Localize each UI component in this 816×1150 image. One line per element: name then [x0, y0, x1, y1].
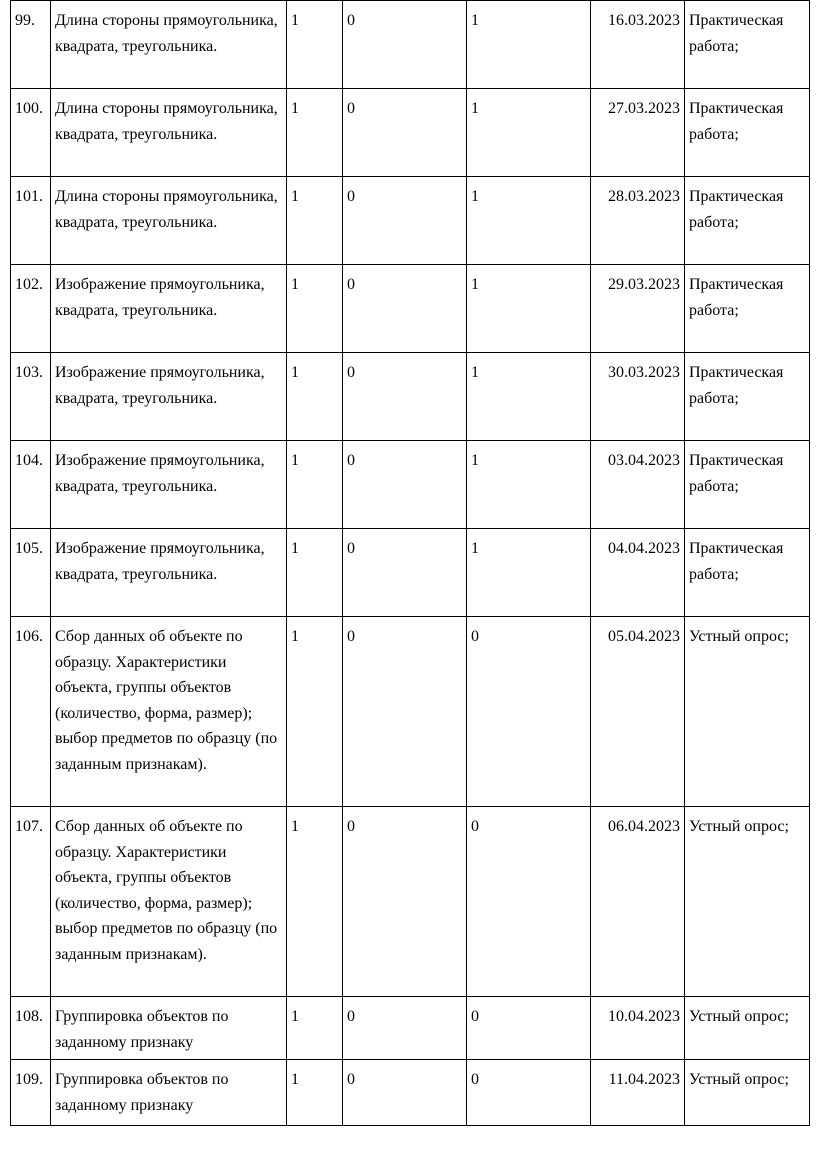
- theory-hours: 0: [343, 807, 467, 997]
- theory-hours: 0: [343, 1, 467, 89]
- theory-hours: 0: [343, 617, 467, 807]
- lesson-date: 11.04.2023: [591, 1060, 685, 1126]
- total-hours: 1: [287, 353, 343, 441]
- table-row: [11, 617, 810, 807]
- total-hours: 1: [287, 617, 343, 807]
- table-row: [11, 1060, 810, 1126]
- control-form: Практическая работа;: [685, 441, 810, 529]
- table-row: [11, 997, 810, 1060]
- lesson-number: 102.: [11, 265, 51, 353]
- lesson-topic: Группировка объектов по заданному признаку: [51, 1060, 287, 1126]
- lesson-date: 06.04.2023: [591, 807, 685, 997]
- total-hours: 1: [287, 441, 343, 529]
- total-hours: 1: [287, 529, 343, 617]
- control-form: Практическая работа;: [685, 265, 810, 353]
- theory-hours: 0: [343, 1060, 467, 1126]
- control-form: Устный опрос;: [685, 997, 810, 1060]
- control-form: Практическая работа;: [685, 177, 810, 265]
- lesson-number: 105.: [11, 529, 51, 617]
- table-row: [11, 265, 810, 353]
- total-hours: 1: [287, 1060, 343, 1126]
- practice-hours: 1: [467, 89, 591, 177]
- lesson-date: 29.03.2023: [591, 265, 685, 353]
- lesson-number: 107.: [11, 807, 51, 997]
- lesson-date: 16.03.2023: [591, 1, 685, 89]
- lesson-topic: Сбор данных об объекте по образцу. Характеристики объекта, группы объектов (количество, форма, размер); выбор предметов по образцу (по заданным признакам).: [51, 617, 287, 807]
- table-row: [11, 441, 810, 529]
- lesson-date: 05.04.2023: [591, 617, 685, 807]
- lesson-topic: Изображение прямоугольника, квадрата, треугольника.: [51, 265, 287, 353]
- total-hours: 1: [287, 177, 343, 265]
- table-row: [11, 1, 810, 89]
- lesson-topic: Изображение прямоугольника, квадрата, треугольника.: [51, 353, 287, 441]
- lesson-number: 108.: [11, 997, 51, 1060]
- practice-hours: 1: [467, 441, 591, 529]
- lesson-number: 101.: [11, 177, 51, 265]
- table-row: [11, 807, 810, 997]
- control-form: Практическая работа;: [685, 89, 810, 177]
- lesson-number: 106.: [11, 617, 51, 807]
- practice-hours: 0: [467, 1060, 591, 1126]
- total-hours: 1: [287, 265, 343, 353]
- lesson-topic: Изображение прямоугольника, квадрата, треугольника.: [51, 529, 287, 617]
- practice-hours: 1: [467, 529, 591, 617]
- control-form: Практическая работа;: [685, 529, 810, 617]
- theory-hours: 0: [343, 265, 467, 353]
- lesson-topic: Длина стороны прямоугольника, квадрата, треугольника.: [51, 1, 287, 89]
- control-form: Практическая работа;: [685, 1, 810, 89]
- theory-hours: 0: [343, 529, 467, 617]
- lesson-topic: Изображение прямоугольника, квадрата, треугольника.: [51, 441, 287, 529]
- table-row: [11, 89, 810, 177]
- lesson-number: 103.: [11, 353, 51, 441]
- practice-hours: 1: [467, 265, 591, 353]
- lesson-topic: Длина стороны прямоугольника, квадрата, треугольника.: [51, 89, 287, 177]
- practice-hours: 0: [467, 617, 591, 807]
- lesson-number: 104.: [11, 441, 51, 529]
- practice-hours: 0: [467, 997, 591, 1060]
- theory-hours: 0: [343, 997, 467, 1060]
- theory-hours: 0: [343, 353, 467, 441]
- lesson-plan-table: [10, 0, 810, 1126]
- lesson-topic: Группировка объектов по заданному признаку: [51, 997, 287, 1060]
- total-hours: 1: [287, 89, 343, 177]
- total-hours: 1: [287, 1, 343, 89]
- control-form: Устный опрос;: [685, 807, 810, 997]
- control-form: Устный опрос;: [685, 1060, 810, 1126]
- control-form: Устный опрос;: [685, 617, 810, 807]
- lesson-date: 10.04.2023: [591, 997, 685, 1060]
- lesson-topic: Длина стороны прямоугольника, квадрата, треугольника.: [51, 177, 287, 265]
- table-row: [11, 177, 810, 265]
- total-hours: 1: [287, 997, 343, 1060]
- practice-hours: 1: [467, 353, 591, 441]
- practice-hours: 1: [467, 177, 591, 265]
- theory-hours: 0: [343, 441, 467, 529]
- table-row: [11, 529, 810, 617]
- total-hours: 1: [287, 807, 343, 997]
- table-body: [11, 1, 810, 1126]
- lesson-number: 109.: [11, 1060, 51, 1126]
- lesson-date: 03.04.2023: [591, 441, 685, 529]
- lesson-date: 27.03.2023: [591, 89, 685, 177]
- lesson-number: 99.: [11, 1, 51, 89]
- lesson-topic: Сбор данных об объекте по образцу. Характеристики объекта, группы объектов (количество, форма, размер); выбор предметов по образцу (по заданным признакам).: [51, 807, 287, 997]
- theory-hours: 0: [343, 177, 467, 265]
- control-form: Практическая работа;: [685, 353, 810, 441]
- practice-hours: 1: [467, 1, 591, 89]
- practice-hours: 0: [467, 807, 591, 997]
- lesson-date: 30.03.2023: [591, 353, 685, 441]
- lesson-date: 28.03.2023: [591, 177, 685, 265]
- table-row: [11, 353, 810, 441]
- lesson-date: 04.04.2023: [591, 529, 685, 617]
- theory-hours: 0: [343, 89, 467, 177]
- lesson-number: 100.: [11, 89, 51, 177]
